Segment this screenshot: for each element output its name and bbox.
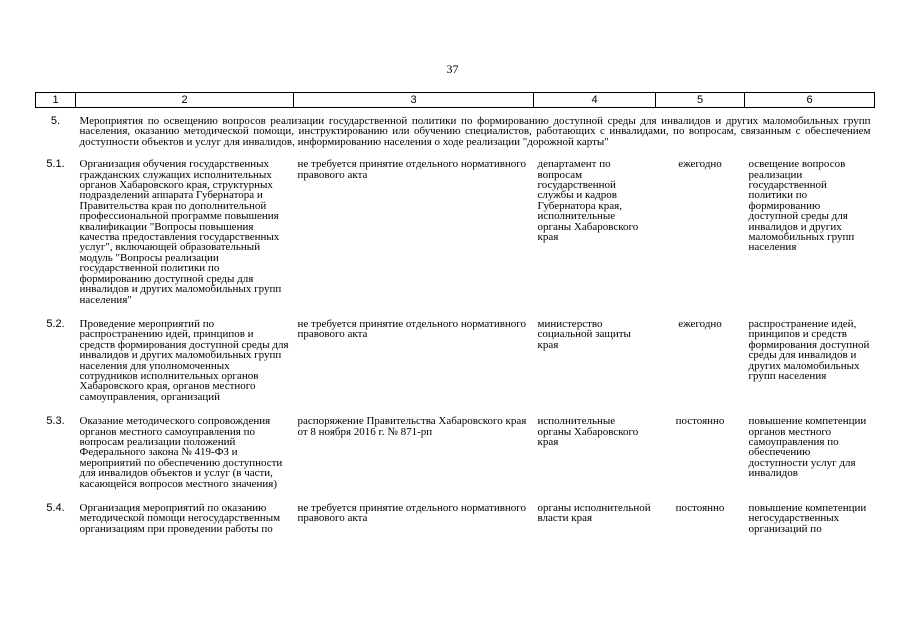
row-number: 5.3.: [46, 415, 65, 428]
table-header-row: [36, 93, 875, 108]
measure-cell: Организация обучения государственных гражданских служащих исполнительных органов Хабаровского края, структурных подразделений аппарата Губернатора и Правительства края по дополнительной профессиональной программе повышения квалификации "Вопросы повышения качества предоставления государственных услуг", включающей образовательный модуль "Вопросы реализации государственной политики по формированию доступной среды для инвалидов и других маломобильных групп населения": [79, 158, 282, 306]
table-row: [36, 147, 875, 305]
table-row: [36, 489, 875, 534]
legal-act-cell: не требуется принятие отдельного нормативного правового акта: [297, 317, 527, 341]
table-row: [36, 305, 875, 402]
result-cell: повышение компетенции негосударственных организаций по: [748, 502, 867, 535]
row-number: 5.2.: [46, 317, 65, 330]
term-cell: ежегодно: [678, 317, 722, 330]
section-row: [36, 108, 875, 148]
legal-act-cell: не требуется принятие отдельного нормативного правового акта: [297, 502, 527, 525]
result-cell: повышение компетенции органов местного самоуправления по обеспечению доступности услуг для инвалидов: [748, 415, 867, 480]
executor-cell: департамент по вопросам государственной службы и кадров Губернатора края, исполнительные органы Хабаровского края: [537, 158, 639, 244]
column-header: 5: [656, 93, 745, 108]
column-header: 6: [745, 93, 875, 108]
column-header: 2: [76, 93, 294, 108]
executor-cell: исполнительные органы Хабаровского края: [537, 415, 639, 448]
legal-act-cell: распоряжение Правительства Хабаровского края от 8 ноября 2016 г. № 871-рп: [297, 415, 527, 438]
result-cell: освещение вопросов реализации государственной политики по формированию доступной среды для инвалидов и других маломобильных групп населения: [748, 158, 855, 254]
term-cell: постоянно: [675, 415, 725, 428]
page-number: 37: [446, 62, 459, 76]
executor-cell: министерство социальной защиты края: [537, 317, 631, 351]
executor-cell: органы исполнительной власти края: [537, 502, 651, 525]
term-cell: постоянно: [675, 502, 725, 514]
term-cell: ежегодно: [678, 158, 722, 171]
row-number: 5.4.: [46, 502, 65, 514]
legal-act-cell: не требуется принятие отдельного нормативного правового акта: [297, 158, 527, 181]
measures-table: [35, 92, 875, 534]
section-number: 5.: [50, 115, 61, 127]
measure-cell: Оказание методического сопровождения органов местного самоуправления по вопросам реализации положений Федерального закона № 419-ФЗ и мероприятий по обеспечению доступности для инвалидов объектов и услуг (в части, касающейся вопросов местного значения): [79, 415, 283, 490]
measure-cell: Организация мероприятий по оказанию методической помощи негосударственным организациям при проведении работы по: [79, 502, 281, 535]
column-header: 4: [534, 93, 656, 108]
section-title: Мероприятия по освещению вопросов реализации государственной политики по формированию доступной среды для инвалидов и других маломобильных групп населения, оказанию методической помощи, инструктированию или обучению специалистов, работающих с инвалидами, по вопросам, связанным с обеспечением доступности объектов и услуг для инвалидов, информированию населения о ходе реализации "дорожной карты": [79, 115, 871, 148]
result-cell: распространение идей, принципов и средств формирования доступной среды для инвалидов и других маломобильных групп населения: [748, 317, 870, 382]
column-header: 3: [294, 93, 534, 108]
column-header: 1: [36, 93, 76, 108]
table-row: [36, 402, 875, 489]
row-number: 5.1.: [46, 158, 65, 171]
measure-cell: Проведение мероприятий по распространению идей, принципов и средств формирования доступной среды для инвалидов и других маломобильных групп населения для уполномоченных сотрудников исполнительных органов Хабаровского края, органов местного самоуправления, организаций: [79, 317, 289, 403]
